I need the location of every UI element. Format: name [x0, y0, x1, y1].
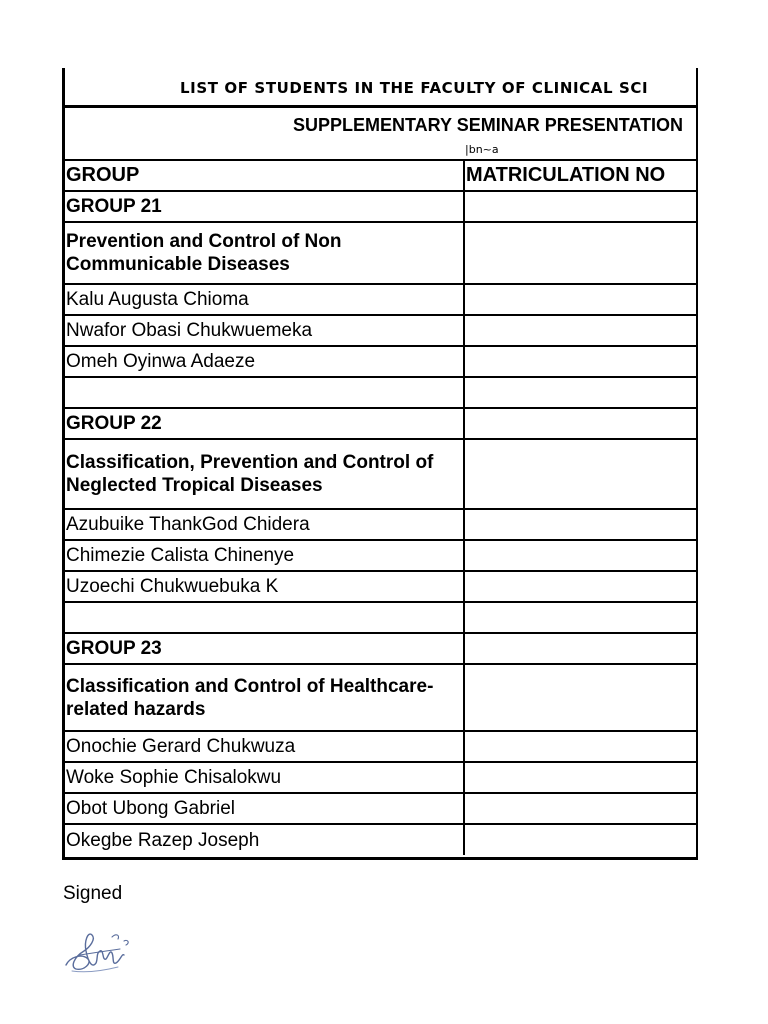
group-label: GROUP 21	[65, 191, 464, 222]
table-header-row	[65, 160, 696, 191]
blank-cell	[65, 602, 464, 633]
title-row	[65, 68, 696, 108]
matric-cell	[464, 509, 696, 540]
topic-row	[65, 664, 696, 731]
matric-cell	[464, 439, 696, 509]
student-row	[65, 571, 696, 602]
group-row	[65, 408, 696, 439]
matric-cell	[464, 191, 696, 222]
student-name: Obot Ubong Gabriel	[65, 793, 464, 824]
matric-cell	[464, 571, 696, 602]
blank-row	[65, 602, 696, 633]
student-name: Kalu Augusta Chioma	[65, 284, 464, 315]
matric-cell	[464, 408, 696, 439]
topic-title: Prevention and Control of Non Communicable Diseases	[65, 222, 464, 284]
student-name: Azubuike ThankGod Chidera	[65, 509, 464, 540]
student-row	[65, 509, 696, 540]
matric-cell	[464, 315, 696, 346]
matric-cell	[464, 731, 696, 762]
matric-cell	[464, 602, 696, 633]
students-table	[65, 159, 696, 855]
student-row	[65, 315, 696, 346]
group-row	[65, 633, 696, 664]
group-column-header: GROUP	[65, 160, 464, 191]
student-row	[65, 540, 696, 571]
student-row	[65, 284, 696, 315]
student-name: Chimezie Calista Chinenye	[65, 540, 464, 571]
subtitle-row	[65, 108, 696, 160]
student-name: Uzoechi Chukwuebuka K	[65, 571, 464, 602]
student-row	[65, 793, 696, 824]
group-label: GROUP 22	[65, 408, 464, 439]
matric-cell	[464, 824, 696, 855]
blank-cell	[65, 377, 464, 408]
matric-cell	[464, 762, 696, 793]
matric-column-header: MATRICULATION NO	[464, 160, 696, 191]
student-name: Nwafor Obasi Chukwuemeka	[65, 315, 464, 346]
student-name: Omeh Oyinwa Adaeze	[65, 346, 464, 377]
document-title: LIST OF STUDENTS IN THE FACULTY OF CLINICAL SCI	[180, 79, 649, 97]
group-row	[65, 191, 696, 222]
matric-cell	[464, 377, 696, 408]
matric-cell	[464, 346, 696, 377]
blank-row	[65, 377, 696, 408]
matric-cell	[464, 633, 696, 664]
signature-image	[62, 927, 136, 977]
topic-title: Classification and Control of Healthcare-related hazards	[65, 664, 464, 731]
matric-cell	[464, 540, 696, 571]
topic-row	[65, 222, 696, 284]
matric-cell	[464, 793, 696, 824]
topic-row	[65, 439, 696, 509]
document-subtitle: SUPPLEMENTARY SEMINAR PRESENTATION	[293, 115, 684, 135]
student-row	[65, 731, 696, 762]
student-name: Okegbe Razep Joseph	[65, 824, 464, 855]
group-label: GROUP 23	[65, 633, 464, 664]
student-row	[65, 762, 696, 793]
signed-label: Signed	[63, 883, 123, 904]
matric-cell	[464, 664, 696, 731]
student-name: Woke Sophie Chisalokwu	[65, 762, 464, 793]
topic-title: Classification, Prevention and Control of Neglected Tropical Diseases	[65, 439, 464, 509]
document-sheet	[62, 68, 698, 860]
matric-cell	[464, 284, 696, 315]
student-name: Onochie Gerard Chukwuza	[65, 731, 464, 762]
student-row	[65, 824, 696, 855]
small-note: |bn~a	[465, 143, 499, 156]
matric-cell	[464, 222, 696, 284]
student-row	[65, 346, 696, 377]
